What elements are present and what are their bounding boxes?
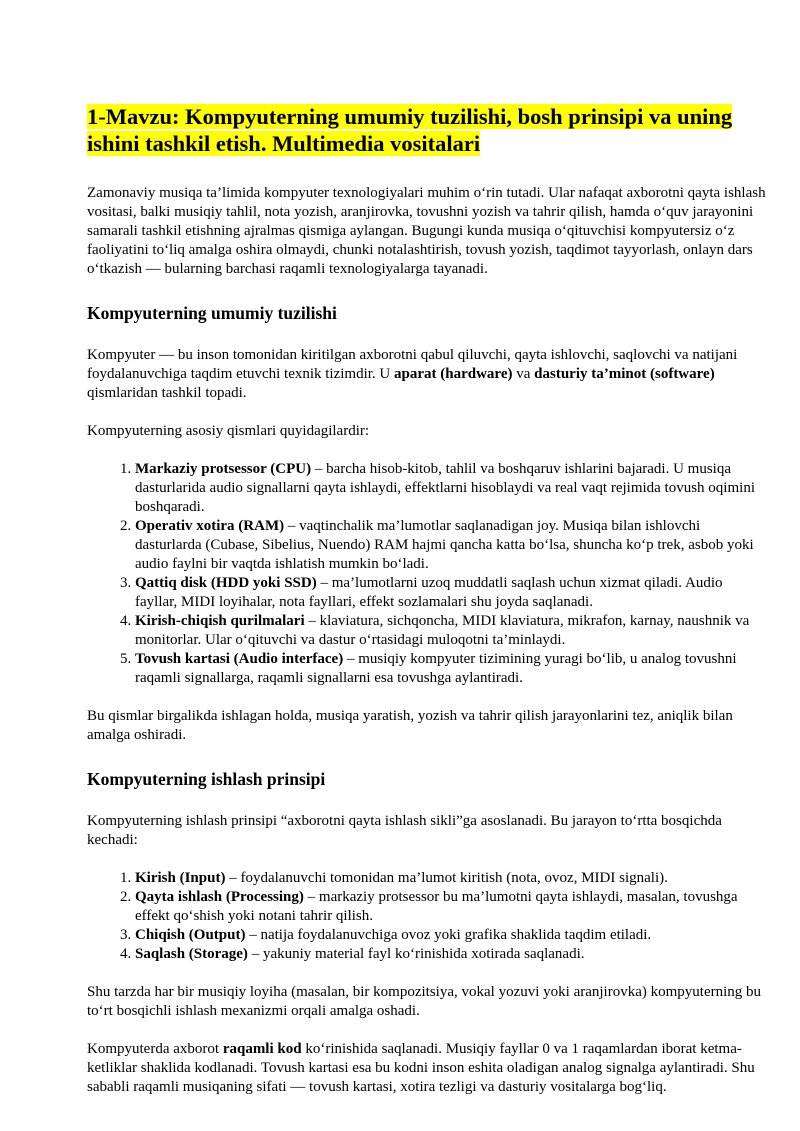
list-item-disk: 3. Qattiq disk (HDD yoki SSD) – ma’lumotlarni uzoq muddatli saqlash uchun xizmat qiladi. Audio fayllar, MIDI loyihalar, nota fayllari, effekt sozlamalari shu joyda saqlanadi. [135, 574, 767, 612]
list-item-output: 3. Chiqish (Output) – natija foydalanuvchiga ovoz yoki grafika shaklida taqdim etiladi. [135, 926, 767, 945]
digital-code-term: raqamli kod [222, 1041, 302, 1057]
list-item-ram: 2. Operativ xotira (RAM) – vaqtinchalik ma’lumotlar saqlanadigan joy. Musiqa bilan ishlovchi dasturlarda (Cubase, Sibelius, Nuendo) RAM hajmi qancha katta bo‘lsa, shuncha ko‘p trek, asbob yoki audio faylni bir vaqtda ishlatish mumkin bo‘ladi. [135, 517, 767, 574]
title-highlight: 1-Mavzu: Kompyuterning umumiy tuzilishi, bosh prinsipi va uning ishini tashkil etish. Multimedia vositalari [87, 104, 733, 156]
section-heading-principle: Kompyuterning ishlash prinsipi [87, 769, 326, 789]
software-term: dasturiy ta’minot (software) [534, 366, 715, 382]
list-item-processing: 2. Qayta ishlash (Processing) – markaziy protsessor bu ma’lumotni qayta ishlaydi, masalan, tovushga effekt qo‘shish yoki notani tahrir qilish. [135, 888, 767, 926]
stages-list [87, 869, 767, 964]
list-item-input: 1. Kirish (Input) – foydalanuvchi tomonidan ma’lumot kiritish (nota, ovoz, MIDI signali). [135, 869, 767, 888]
parts-intro-paragraph: Kompyuterning asosiy qismlari quyidagilardir: [87, 423, 370, 439]
list-item-storage: 4. Saqlash (Storage) – yakuniy material fayl ko‘rinishida xotirada saqlanadi. [135, 945, 767, 964]
hardware-term: aparat (hardware) [394, 366, 513, 382]
stages-summary-paragraph: Shu tarzda har bir musiqiy loyiha (masalan, bir kompozitsiya, vokal yozuvi yoki aranjirovka) kompyuterning bu to‘rt bosqichli ishlash mexanizmi orqali amalga oshadi. [87, 984, 762, 1019]
definition-paragraph: Kompyuter — bu inson tomonidan kiritilgan axborotni qabul qiluvchi, qayta ishlovchi, saqlovchi va natijani foydalanuvchiga taqdim etuvchi texnik tizimdir. U aparat (hardware) va dasturiy ta’minot (software) qismlaridan tashkil topadi. [87, 347, 738, 401]
list-item-io-devices: 4. Kirish-chiqish qurilmalari – klaviatura, sichqoncha, MIDI klaviatura, mikrafon, karnay, naushnik va monitorlar. Ular o‘qituvchi va dastur o‘rtasidagi muloqotni ta’minlaydi. [135, 612, 767, 650]
list-item-sound-card: 5. Tovush kartasi (Audio interface) – musiqiy kompyuter tizimining yuragi bo‘lib, u analog tovushni raqamli signallarga, raqamli signallarni esa tovushga aylantiradi. [135, 650, 767, 688]
components-list [87, 460, 767, 688]
section-heading-structure: Kompyuterning umumiy tuzilishi [87, 303, 337, 323]
list-item-cpu: 1. Markaziy protsessor (CPU) – barcha hisob-kitob, tahlil va boshqaruv ishlarini bajaradi. U musiqa dasturlarida audio signallarni qayta ishlaydi, effektlarni hisoblaydi va real vaqt rejimida tovush oqimini boshqaradi. [135, 460, 767, 517]
document-page [87, 103, 767, 1097]
page-title [87, 103, 767, 157]
principle-paragraph: Kompyuterning ishlash prinsipi “axborotni qayta ishlash sikli”ga asoslanadi. Bu jarayon to‘rtta bosqichda kechadi: [87, 813, 722, 848]
intro-paragraph: Zamonaviy musiqa ta’limida kompyuter texnologiyalari muhim o‘rin tutadi. Ular nafaqat axborotni qayta ishlash vositasi, balki musiqiy tahlil, nota yozish, aranjirovka, tovushni yozish va tahrir qilish, hamda o‘quv jarayonini samarali tashkil etishning ajralmas qismiga aylangan. Bugungi kunda musiqa o‘qituvchisi kompyutersiz o‘z faoliyatini to‘liq amalga oshira olmaydi, chunki notalashtirish, tovush yozish, taqdimot tayyorlash, onlayn dars o‘tkazish — bularning barchasi raqamli texnologiyalarga tayanadi. [87, 185, 766, 277]
digital-code-paragraph: Kompyuterda axborot raqamli kod ko‘rinishida saqlanadi. Musiqiy fayllar 0 va 1 raqamlardan iborat ketma-ketliklar shaklida kodlanadi. Tovush kartasi esa bu kodni inson eshita oladigan analog signalga aylantiradi. Shu sababli raqamli musiqaning sifati — tovush kartasi, xotira tezligi va dasturiy vositalarga bog‘liq. [87, 1041, 755, 1095]
components-summary-paragraph: Bu qismlar birgalikda ishlagan holda, musiqa yaratish, yozish va tahrir qilish jarayonlarini tez, aniqlik bilan amalga oshiradi. [87, 708, 733, 743]
